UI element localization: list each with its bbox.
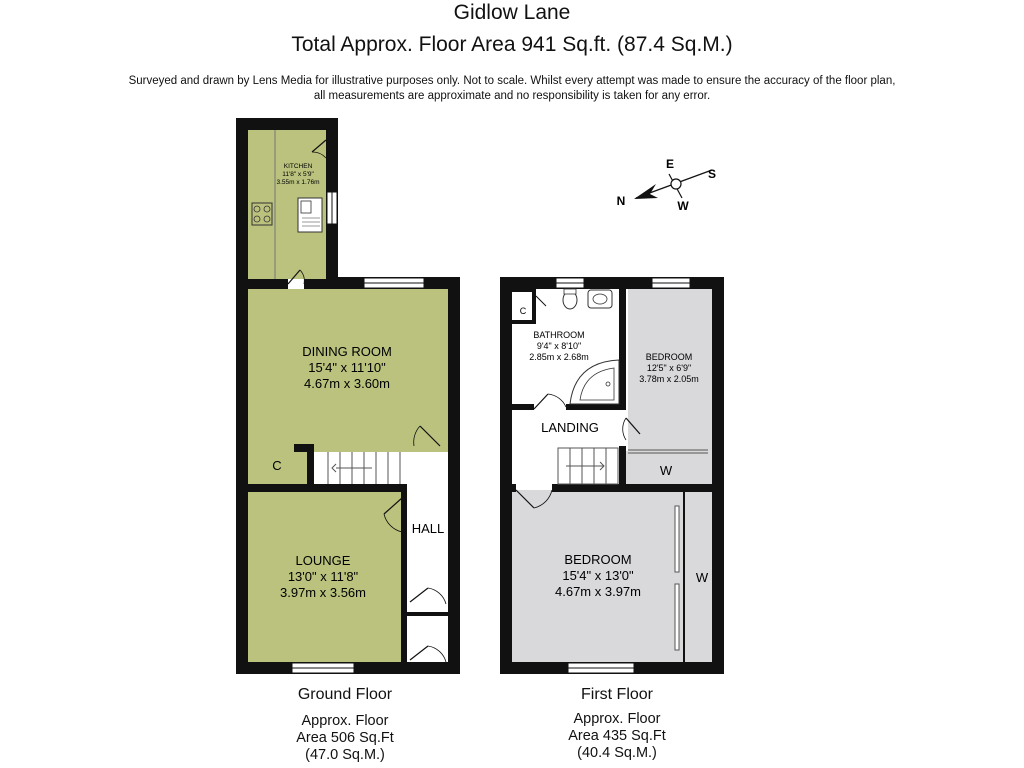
hall-fill — [406, 452, 448, 662]
ground-area-line-2: Area 506 Sq.Ft — [296, 730, 394, 746]
kitchen-metric: 3.55m x 1.76m — [276, 179, 320, 186]
plan-title: Gidlow Lane — [453, 1, 571, 24]
ground-cupboard-label: C — [272, 458, 282, 473]
hall-label: HALL — [411, 521, 445, 536]
compass — [617, 157, 716, 213]
dining-metric: 4.67m x 3.60m — [304, 376, 390, 391]
ground-area-line-1: Approx. Floor — [301, 713, 389, 729]
plan-subtitle: Total Approx. Floor Area 941 Sq.ft. (87.4 Sq.M.) — [291, 33, 733, 56]
small-bedroom-metric: 3.78m x 2.05m — [639, 374, 699, 384]
lounge-name: LOUNGE — [295, 553, 351, 568]
first-cupboard-label: C — [519, 306, 527, 316]
ground-floor-plan — [236, 118, 460, 674]
sink-icon — [298, 198, 322, 232]
first-area-line-3: (40.4 Sq.M.) — [577, 745, 657, 761]
small-bedroom-imperial: 12'5" x 6'9" — [646, 363, 692, 373]
small-bedroom-name: BEDROOM — [645, 352, 693, 362]
wardrobe-1-label: W — [659, 463, 673, 478]
main-bedroom-name: BEDROOM — [564, 552, 632, 567]
landing-label: LANDING — [541, 420, 599, 435]
kitchen-imperial: 11'8" x 5'9" — [282, 171, 314, 178]
compass-s: S — [707, 167, 717, 181]
first-floor-plan — [500, 277, 724, 674]
kitchen-name: KITCHEN — [283, 163, 313, 170]
first-area-line-1: Approx. Floor — [573, 711, 661, 727]
ground-floor-caption — [250, 686, 440, 764]
dining-name: DINING ROOM — [302, 344, 392, 359]
first-area-line-2: Area 435 Sq.Ft — [568, 728, 666, 744]
ground-area-line-3: (47.0 Sq.M.) — [305, 747, 385, 763]
dining-imperial: 15'4" x 11'10" — [308, 360, 386, 375]
disclaimer-line-2: all measurements are approximate and no responsibility is taken for any error. — [313, 90, 711, 102]
bathroom-metric: 2.85m x 2.68m — [529, 352, 589, 362]
wardrobe-2-label: W — [695, 570, 709, 585]
bathroom-imperial: 9'4" x 8'10" — [536, 341, 582, 351]
lounge-metric: 3.97m x 3.56m — [280, 585, 366, 600]
first-floor-caption — [522, 686, 712, 762]
first-stairs — [558, 448, 618, 484]
bathroom-name: BATHROOM — [533, 330, 585, 340]
basin-icon — [588, 290, 612, 308]
lounge-imperial: 13'0" x 11'8" — [287, 569, 359, 584]
disclaimer-line-1: Surveyed and drawn by Lens Media for illustrative purposes only. Not to scale. Whilst every attempt was made to ensure the accuracy of the floor plan, — [128, 75, 896, 87]
compass-w: W — [677, 199, 689, 213]
first-floor-label: First Floor — [581, 686, 653, 703]
main-bedroom-imperial: 15'4" x 13'0" — [562, 568, 634, 583]
compass-n: N — [616, 194, 626, 208]
compass-e: E — [665, 157, 675, 171]
main-bedroom-metric: 4.67m x 3.97m — [555, 584, 641, 599]
ground-floor-label: Ground Floor — [297, 686, 393, 703]
